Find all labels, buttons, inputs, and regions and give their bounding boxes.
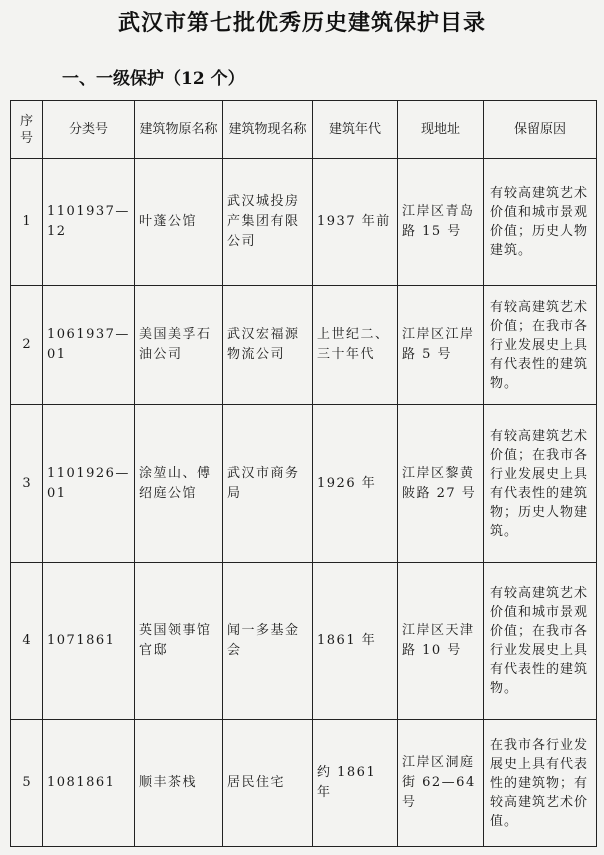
cell-reason: 有较高建筑艺术价值和城市景观价值；在我市各行业发展史上具有代表性的建筑物。 xyxy=(484,563,597,720)
cell-orig-name: 美国美孚石油公司 xyxy=(135,286,223,405)
header-reason: 保留原因 xyxy=(484,101,597,159)
header-orig-name: 建筑物原名称 xyxy=(135,101,223,159)
table-row xyxy=(11,159,597,286)
cell-cur-name: 居民住宅 xyxy=(223,720,313,847)
cell-seq: 3 xyxy=(11,405,43,563)
cell-reason: 有较高建筑艺术价值和城市景观价值；历史人物建筑。 xyxy=(484,159,597,286)
cell-era: 1861 年 xyxy=(313,563,398,720)
document-title: 武汉市第七批优秀历史建筑保护目录 xyxy=(117,10,486,36)
cell-address: 江岸区青岛路 15 号 xyxy=(398,159,484,286)
cell-reason: 有较高建筑艺术价值；在我市各行业发展史上具有代表性的建筑物。 xyxy=(484,286,597,405)
cell-reason: 在我市各行业发展史上具有代表性的建筑物；有较高建筑艺术价值。 xyxy=(484,720,597,847)
cell-code: 1101937—12 xyxy=(43,159,135,286)
cell-orig-name: 英国领事馆官邸 xyxy=(135,563,223,720)
cell-address: 江岸区江岸路 5 号 xyxy=(398,286,484,405)
cell-orig-name: 涂堃山、傅绍庭公馆 xyxy=(135,405,223,563)
cell-cur-name: 闻一多基金会 xyxy=(223,563,313,720)
cell-seq: 1 xyxy=(11,159,43,286)
protection-table xyxy=(10,100,597,847)
cell-reason: 有较高建筑艺术价值；在我市各行业发展史上具有代表性的建筑物；历史人物建筑。 xyxy=(484,405,597,563)
cell-seq: 4 xyxy=(11,563,43,720)
cell-address: 江岸区天津路 10 号 xyxy=(398,563,484,720)
header-era: 建筑年代 xyxy=(313,101,398,159)
table-row xyxy=(11,563,597,720)
cell-address: 江岸区洞庭街 62—64 号 xyxy=(398,720,484,847)
table-row xyxy=(11,720,597,847)
cell-cur-name: 武汉市商务局 xyxy=(223,405,313,563)
header-cur-name: 建筑物现名称 xyxy=(223,101,313,159)
cell-seq: 5 xyxy=(11,720,43,847)
table-header-row xyxy=(11,101,597,159)
cell-era: 1937 年前 xyxy=(313,159,398,286)
table-row xyxy=(11,286,597,405)
table-row xyxy=(11,405,597,563)
cell-era: 上世纪二、三十年代 xyxy=(313,286,398,405)
cell-seq: 2 xyxy=(11,286,43,405)
header-address: 现地址 xyxy=(398,101,484,159)
cell-cur-name: 武汉宏福源物流公司 xyxy=(223,286,313,405)
cell-code: 1061937—01 xyxy=(43,286,135,405)
cell-orig-name: 顺丰茶栈 xyxy=(135,720,223,847)
header-code: 分类号 xyxy=(43,101,135,159)
cell-code: 1071861 xyxy=(43,563,135,720)
cell-era: 约 1861 年 xyxy=(313,720,398,847)
cell-cur-name: 武汉城投房产集团有限公司 xyxy=(223,159,313,286)
section-heading: 一、一级保护（12 个） xyxy=(62,69,245,89)
cell-address: 江岸区黎黄陂路 27 号 xyxy=(398,405,484,563)
cell-code: 1081861 xyxy=(43,720,135,847)
header-seq: 序号 xyxy=(11,101,43,159)
cell-orig-name: 叶蓬公馆 xyxy=(135,159,223,286)
cell-code: 1101926—01 xyxy=(43,405,135,563)
cell-era: 1926 年 xyxy=(313,405,398,563)
